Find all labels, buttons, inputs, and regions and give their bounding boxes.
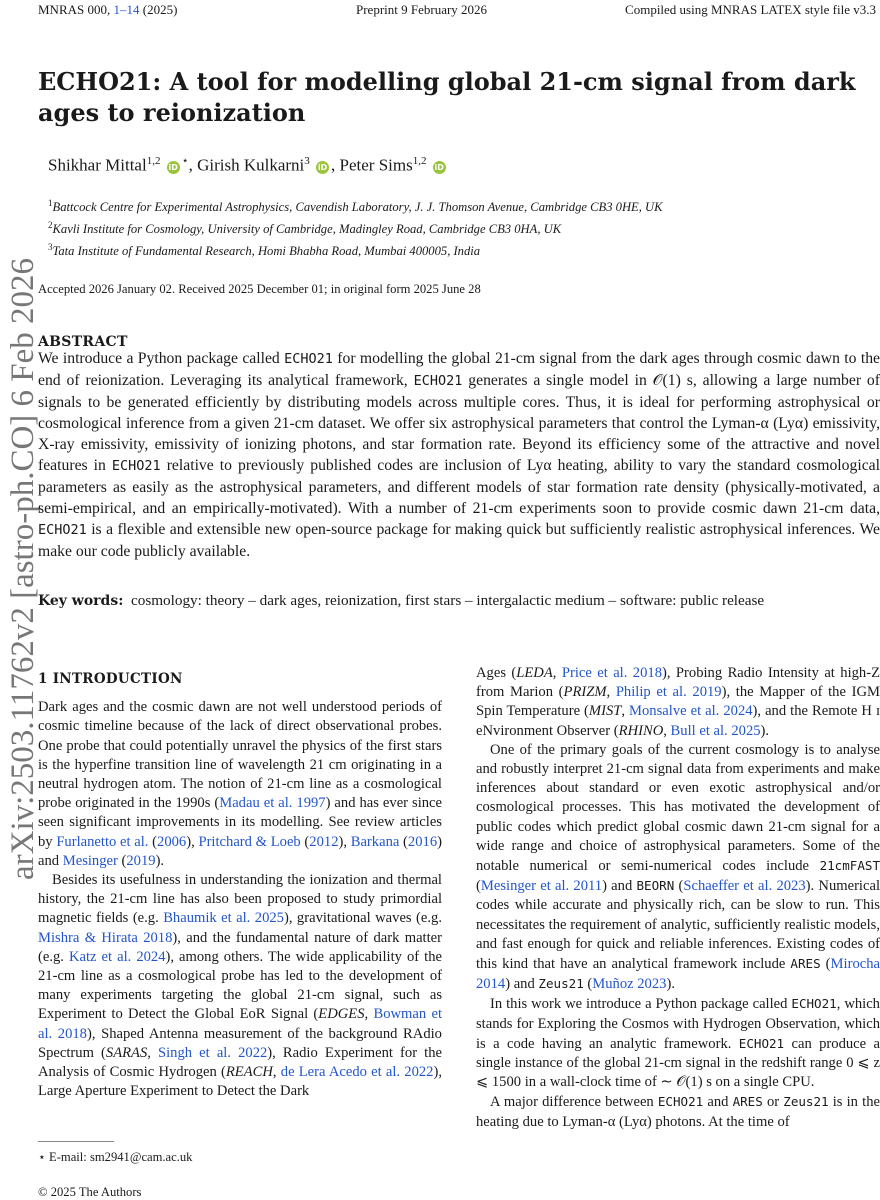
running-header	[38, 2, 876, 18]
citation-link[interactable]: de Lera Acedo et al. 2022	[280, 1064, 434, 1081]
citation-link[interactable]: Barkana	[350, 833, 400, 850]
citation-link[interactable]: Mesinger et al. 2011	[480, 878, 603, 895]
citation-link[interactable]: Katz et al. 2024	[68, 948, 166, 965]
citation-link[interactable]: Monsalve et al. 2024	[629, 703, 753, 720]
citation-link[interactable]: Bhaumik et al. 2025	[163, 910, 284, 927]
citation-link[interactable]: Price et al. 2018	[561, 665, 662, 681]
compiled-note: Compiled using MNRAS LATEX style file v3.3	[625, 2, 876, 17]
paper-title: ECHO21: A tool for modelling global 21-cm signal from dark ages to reionization	[38, 67, 856, 127]
citation-link[interactable]: 2019	[126, 852, 156, 869]
orcid-icon[interactable]: iD	[168, 162, 178, 172]
author-name: Shikhar Mittal	[48, 155, 147, 175]
author-list: Shikhar Mittal$^{1,2}$ iD⋆, Girish Kulkarni$^3$ iD , Peter Sims$^{1,2}$ iD	[48, 155, 444, 175]
citation-link[interactable]: Bull et al. 2025	[670, 722, 761, 739]
arxiv-stamp: arXiv:2503.11762v2 [astro-ph.CO] 6 Feb 2026	[5, 257, 41, 880]
keywords-text: cosmology: theory – dark ages, reionization, first stars – intergalactic medium – software: public release	[130, 592, 765, 609]
preprint-date: Preprint 9 February 2026	[356, 2, 488, 17]
author-name: Peter Sims	[339, 155, 413, 175]
keywords-label: Key words:	[38, 593, 124, 609]
citation-link[interactable]: Mishra & Hirata 2018	[38, 929, 173, 946]
paragraph: A major difference between ECHO21 and ARES or Zeus21 is in the heating due to Lyman-α (Lyα) photons. At the time of	[476, 1094, 880, 1130]
paragraph: In this work we introduce a Python package called ECHO21, which stands for Exploring the Cosmos with Hydrogen Observation, which is a code having an analytic framework. ECHO21 can produce a single instance of the global 21-cm signal in the redshift range 0 ⩽ z ⩽ 1500 in a wall-clock time of ∼ 𝒪(1) s on a single CPU.	[476, 996, 880, 1091]
page-range-link[interactable]: 1–14	[113, 2, 140, 17]
paragraph: Ages (LEDA, Price et al. 2018), Probing Radio Intensity at high-Z from Marion (PRIZM, Philip et al. 2019), the Mapper of the IGM Spin Temperature (MIST, Monsalve et al. 2024), and the Remote H ɪ eNvironment Observer (RHINO, Bull et al. 2025).	[476, 665, 880, 739]
affiliations	[48, 194, 663, 261]
abstract-body	[38, 348, 880, 562]
author-affil-sup: 3	[304, 155, 310, 167]
orcid-icon[interactable]: iD	[434, 162, 444, 172]
footnote-rule	[38, 1141, 114, 1142]
author-name: Girish Kulkarni	[197, 155, 305, 175]
paragraph: One of the primary goals of the current cosmology is to analyse and robustly interpret 21-cm signal data from experiments and make inferences about standard or even exotic astrophysical and/or cosmological processes. This has motivated the development of public codes which predict global cosmic dawn 21-cm signal for a wide range and choice of astrophysical parameters. Some of the notable numerical or semi-numerical codes include 21cmFAST (Mesinger et al. 2011) and BEORN (Schaeffer et al. 2023). Numerical codes while accurate and physically rich, can be slow to run. This necessitates the requirement of analytic, sufficiently realistic models, and fast enough for quick and reliable inferences. Existing codes of this kind that have an analytical framework include ARES (Mirocha 2014) and Zeus21 (Muñoz 2023).	[476, 741, 880, 993]
left-column	[38, 670, 442, 1101]
citation-link[interactable]: Singh et al. 2022	[158, 1044, 268, 1061]
orcid-icon[interactable]: iD	[317, 162, 328, 172]
citation-link[interactable]: Mirocha 2014	[476, 956, 880, 993]
right-column	[476, 664, 880, 1132]
citation-link[interactable]: Furlanetto et al.	[56, 833, 149, 850]
journal-ref: MNRAS 000, 1–14 (2025)	[38, 2, 178, 17]
footnote: ⋆ E-mail: sm2941@cam.ac.uk	[38, 1150, 193, 1164]
citation-link[interactable]: Madau et al. 1997	[219, 795, 326, 812]
citation-link[interactable]: Muñoz 2023	[592, 976, 667, 993]
paragraph: Besides its usefulness in understanding the ionization and thermal history, the 21-cm line has also been proposed to study primordial magnetic fields (e.g. Bhaumik et al. 2025), gravitational waves (e.g. Mishra & Hirata 2018), and the fundamental nature of dark matter (e.g. Katz et al. 2024), among others. The wide applicability of the 21-cm line as a cosmological probe has led to the development of many experiments targeting the global 21-cm signal, such as Experiment to Detect the Global EoR Signal (EDGES, Bowman et al. 2018), Shaped Antenna measurement of the background RAdio Spectrum (SARAS, Singh et al. 2022), Radio Experiment for the Analysis of Cosmic Hydrogen (REACH, de Lera Acedo et al. 2022), Large Aperture Experiment to Detect the Dark	[38, 872, 443, 1100]
received-accepted-dates: Accepted 2026 January 02. Received 2025 December 01; in original form 2025 June 28	[38, 282, 481, 296]
affiliation: $^1$Battcock Centre for Experimental Astrophysics, Cavendish Laboratory, J. J. Thomson Avenue, Cambridge CB3 0HE, UK	[48, 198, 663, 215]
author-affil-sup: 1,2	[412, 155, 427, 167]
affiliation: $^2$Kavli Institute for Cosmology, University of Cambridge, Madingley Road, Cambridge CB3 0HA, UK	[48, 220, 562, 237]
citation-link[interactable]: Bowman et al. 2018	[38, 1006, 442, 1042]
keywords	[38, 592, 880, 610]
citation-link[interactable]: Pritchard & Loeb	[198, 833, 301, 850]
abstract-heading: ABSTRACT	[38, 334, 128, 350]
citation-link[interactable]: Philip et al. 2019	[615, 684, 722, 701]
corresponding-mark: ⋆	[181, 155, 189, 167]
paragraph: Dark ages and the cosmic dawn are not well understood periods of cosmic timeline because of the lack of direct observational probes. One probe that could potentially unravel the physics of the first stars is the hyperfine transition line of wavelength 21 cm originating in a neutral hydrogen atom. The notion of 21-cm line as a cosmological probe originated in the 1990s (Madau et al. 1997) and has ever since seen significant improvements in its modelling. See review articles by Furlanetto et al. (2006), Pritchard & Loeb (2012), Barkana (2016) and Mesinger (2019).	[38, 699, 443, 869]
citation-link[interactable]: 2016	[407, 833, 438, 850]
citation-link[interactable]: Mesinger	[62, 852, 118, 869]
citation-link[interactable]: 2006	[157, 833, 187, 850]
abstract-paragraph: We introduce a Python package called ECHO21 for modelling the global 21-cm signal from the dark ages through cosmic dawn to the end of reionization. Leveraging its analytical framework, ECHO21 generates a single model in 𝒪(1) s, allowing a large number of signals to be generated efficiently by distributing models across multiple cores. Thus, it is ideal for performing astrophysical or cosmological inference from a given 21-cm dataset. We offer six astrophysical parameters that control the Lyman-α (Lyα) emissivity, X-ray emissivity, emissivity of ionizing photons, and star formation rate. Beyond its efficiency some of the attractive and novel features in ECHO21 relative to previously published codes are inclusion of Lyα heating, ability to vary the standard cosmological parameters as easily as the astrophysical parameters, and different models of star formation rate density (physically-motivated, a semi-empirical, and an empirically-motivated). With a number of 21-cm experiments soon to provide cosmic dawn 21-cm data, ECHO21 is a flexible and extensible new open-source package for making quick but sufficiently realistic astrophysical inferences. We make our code publicly available.	[38, 350, 880, 560]
copyright: © 2025 The Authors	[38, 1185, 142, 1199]
affiliation: $^3$Tata Institute of Fundamental Research, Homi Bhabha Road, Mumbai 400005, India	[48, 242, 481, 259]
author-affil-sup: 1,2	[146, 155, 161, 167]
section-heading-introduction: 1 INTRODUCTION	[38, 671, 183, 687]
citation-link[interactable]: 2012	[309, 833, 339, 850]
citation-link[interactable]: Schaeffer et al. 2023	[683, 878, 806, 895]
